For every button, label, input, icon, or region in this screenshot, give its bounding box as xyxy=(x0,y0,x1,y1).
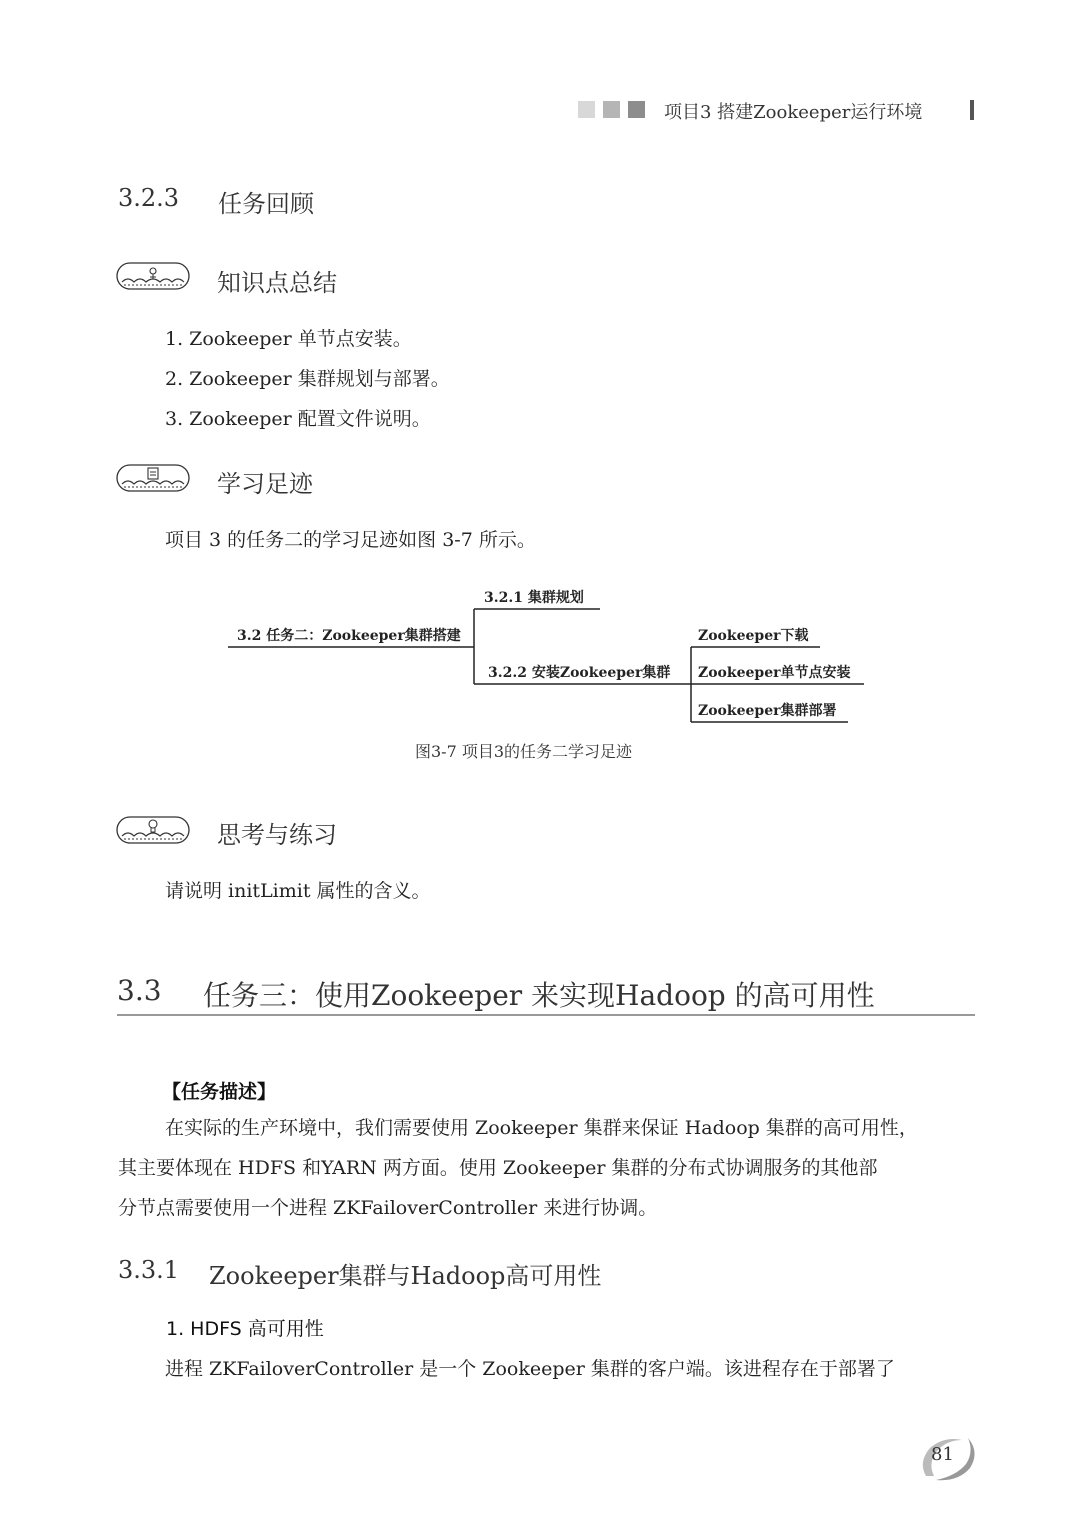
knowledge-item-2: 2. Zookeeper 集群规划与部署。 xyxy=(165,368,450,390)
diagram-branch-1: 3.2.1 集群规划 xyxy=(484,590,584,606)
task-desc-paragraph xyxy=(118,1108,988,1228)
footprint-title: 学习足迹 xyxy=(217,470,313,498)
section-number: 3.3.1 xyxy=(118,1256,180,1284)
diagram-leaf-1: Zookeeper下载 xyxy=(698,628,809,644)
section-number: 3.3 xyxy=(117,974,162,1007)
practice-title: 思考与练习 xyxy=(217,821,337,849)
figure-caption: 图3-7 项目3的任务二学习足迹 xyxy=(415,742,633,761)
diagram-root: 3.2 任务二：Zookeeper集群搭建 xyxy=(237,628,461,644)
section-title: 任务回顾 xyxy=(218,190,314,218)
paragraph-line: 在实际的生产环境中，我们需要使用 Zookeeper 集群来保证 Hadoop 集群的高可用性， xyxy=(165,1117,918,1139)
footprint-text: 项目 3 的任务二的学习足迹如图 3-7 所示。 xyxy=(165,529,536,551)
knowledge-item-1: 1. Zookeeper 单节点安装。 xyxy=(165,328,412,350)
footprint-diagram-lines xyxy=(0,0,1092,760)
paragraph-line: 其主要体现在 HDFS 和YARN 两方面。使用 Zookeeper 集群的分布式协调服务的其他部 xyxy=(118,1157,878,1179)
section-title: 任务三：使用Zookeeper 来实现Hadoop 的高可用性 xyxy=(203,979,875,1012)
section-33-heading xyxy=(117,972,975,1016)
diagram-branch-2: 3.2.2 安装Zookeeper集群 xyxy=(488,665,671,681)
task-desc-title: 【任务描述】 xyxy=(162,1081,277,1103)
section-title: Zookeeper集群与Hadoop高可用性 xyxy=(209,1262,602,1290)
header-title: 项目3 搭建Zookeeper运行环境 xyxy=(664,102,923,123)
knowledge-item-3: 3. Zookeeper 配置文件说明。 xyxy=(165,408,431,430)
knowledge-title: 知识点总结 xyxy=(217,269,337,297)
section-number: 3.2.3 xyxy=(118,184,180,212)
bulb-badge-icon xyxy=(116,816,190,844)
practice-text: 请说明 initLimit 属性的含义。 xyxy=(165,880,431,902)
page-number: 81 xyxy=(931,1444,954,1465)
section-331-heading xyxy=(118,1256,718,1288)
diagram-leaf-3: Zookeeper集群部署 xyxy=(698,703,837,719)
hdfs-text: 进程 ZKFailoverController 是一个 Zookeeper 集群的客户端。该进程存在于部署了 xyxy=(165,1358,895,1380)
paragraph-line: 分节点需要使用一个进程 ZKFailoverController 来进行协调。 xyxy=(118,1197,658,1219)
hdfs-title: 1. HDFS 高可用性 xyxy=(166,1318,324,1340)
diagram-leaf-2: Zookeeper单节点安装 xyxy=(698,665,851,681)
